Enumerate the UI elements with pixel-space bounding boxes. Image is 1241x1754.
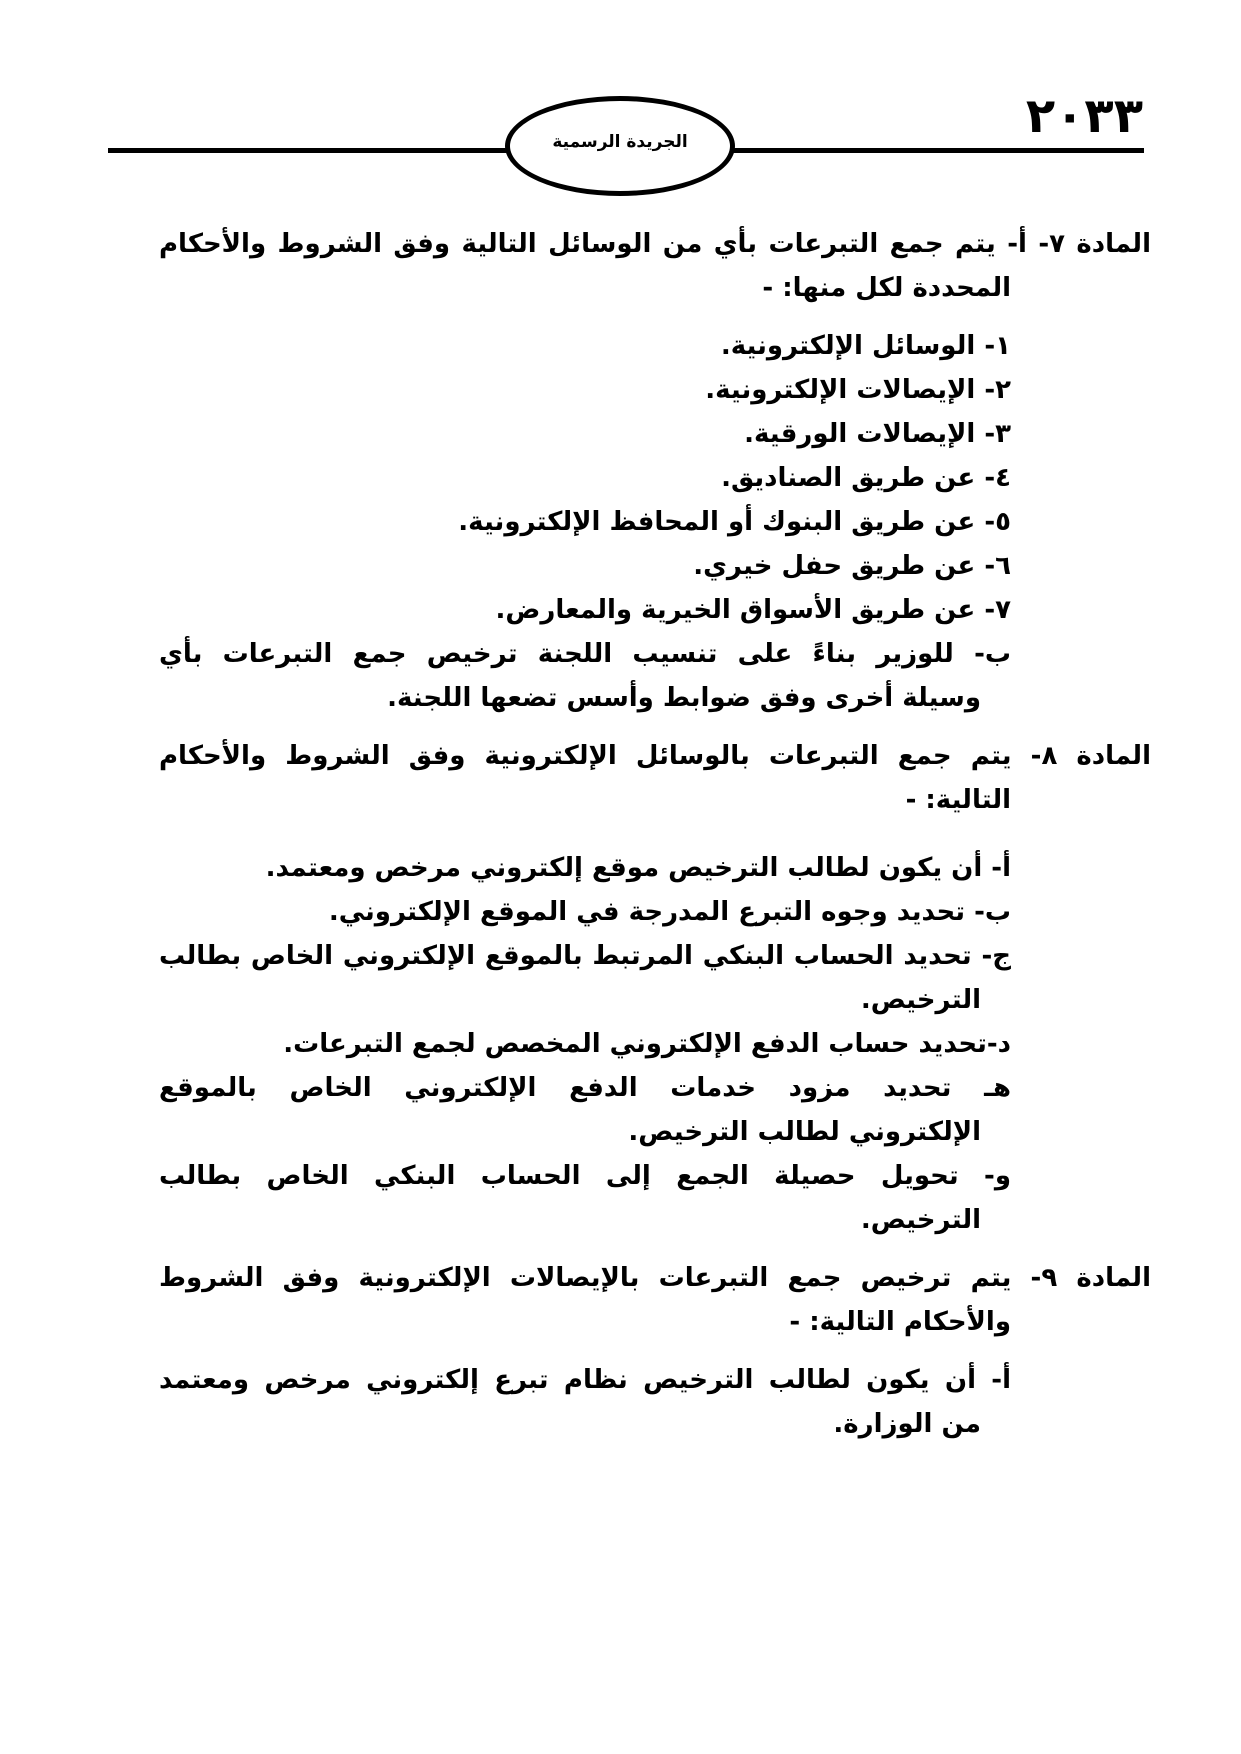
- article-9-clause-a: أ- أن يكون لطالب الترخيص نظام تبرع إلكتروني مرخص ومعتمد: [159, 1365, 1011, 1395]
- article-8-clause-a: أ- أن يكون لطالب الترخيص موقع إلكتروني مرخص ومعتمد.: [265, 853, 1011, 883]
- gazette-title: الجريدة الرسمية: [552, 132, 688, 152]
- article-7-clause-b-cont: وسيلة أخرى وفق ضوابط وأسس تضعها اللجنة.: [387, 683, 981, 713]
- document-body: [159, 222, 1151, 1446]
- gazette-title-oval: [505, 96, 735, 196]
- article-7-item: ١- الوسائل الإلكترونية.: [720, 331, 1011, 361]
- spacer: [159, 1344, 1151, 1358]
- spacer: [159, 1242, 1151, 1256]
- article-8-heading-cont: التالية: -: [905, 785, 1011, 815]
- article-8-clause-f: و- تحويل حصيلة الجمع إلى الحساب البنكي الخاص بطالب: [159, 1161, 1011, 1191]
- article-7-item: ٣- الإيصالات الورقية.: [744, 419, 1011, 449]
- article-8-clause-e-cont: الإلكتروني لطالب الترخيص.: [628, 1117, 981, 1147]
- spacer: [159, 720, 1151, 734]
- article-7-clause-b: ب- للوزير بناءً على تنسيب اللجنة ترخيص جمع التبرعات بأي: [159, 639, 1011, 669]
- article-7-item: ٦- عن طريق حفل خيري.: [693, 551, 1011, 581]
- spacer: [159, 822, 1151, 846]
- article-7-heading: المادة ٧- أ- يتم جمع التبرعات بأي من الوسائل التالية وفق الشروط والأحكام: [159, 229, 1151, 259]
- article-8-clause-f-cont: الترخيص.: [860, 1205, 981, 1235]
- article-9-heading: المادة ٩- يتم ترخيص جمع التبرعات بالإيصالات الإلكترونية وفق الشروط: [159, 1263, 1151, 1293]
- article-8-clause-c-cont: الترخيص.: [860, 985, 981, 1015]
- spacer: [159, 310, 1151, 324]
- article-7-heading-cont: المحددة لكل منها: -: [762, 273, 1011, 303]
- article-7-item: ٧- عن طريق الأسواق الخيرية والمعارض.: [495, 595, 1011, 625]
- article-9-clause-a-cont: من الوزارة.: [833, 1409, 981, 1439]
- article-7-item: ٤- عن طريق الصناديق.: [721, 463, 1011, 493]
- article-8-clause-b: ب- تحديد وجوه التبرع المدرجة في الموقع الإلكتروني.: [328, 897, 1011, 927]
- article-8-clause-c: ج- تحديد الحساب البنكي المرتبط بالموقع الإلكتروني الخاص بطالب: [159, 941, 1011, 971]
- article-9-heading-cont: والأحكام التالية: -: [789, 1307, 1011, 1337]
- page-number: ٢٠٣٣: [1025, 88, 1143, 144]
- article-8-clause-e: هـ تحديد مزود خدمات الدفع الإلكتروني الخاص بالموقع: [159, 1073, 1011, 1103]
- article-8-clause-d: د-تحديد حساب الدفع الإلكتروني المخصص لجمع التبرعات.: [283, 1029, 1011, 1059]
- article-7-item: ٥- عن طريق البنوك أو المحافظ الإلكترونية.: [458, 507, 1011, 537]
- article-7-item: ٢- الإيصالات الإلكترونية.: [705, 375, 1011, 405]
- article-8-heading: المادة ٨- يتم جمع التبرعات بالوسائل الإلكترونية وفق الشروط والأحكام: [159, 741, 1151, 771]
